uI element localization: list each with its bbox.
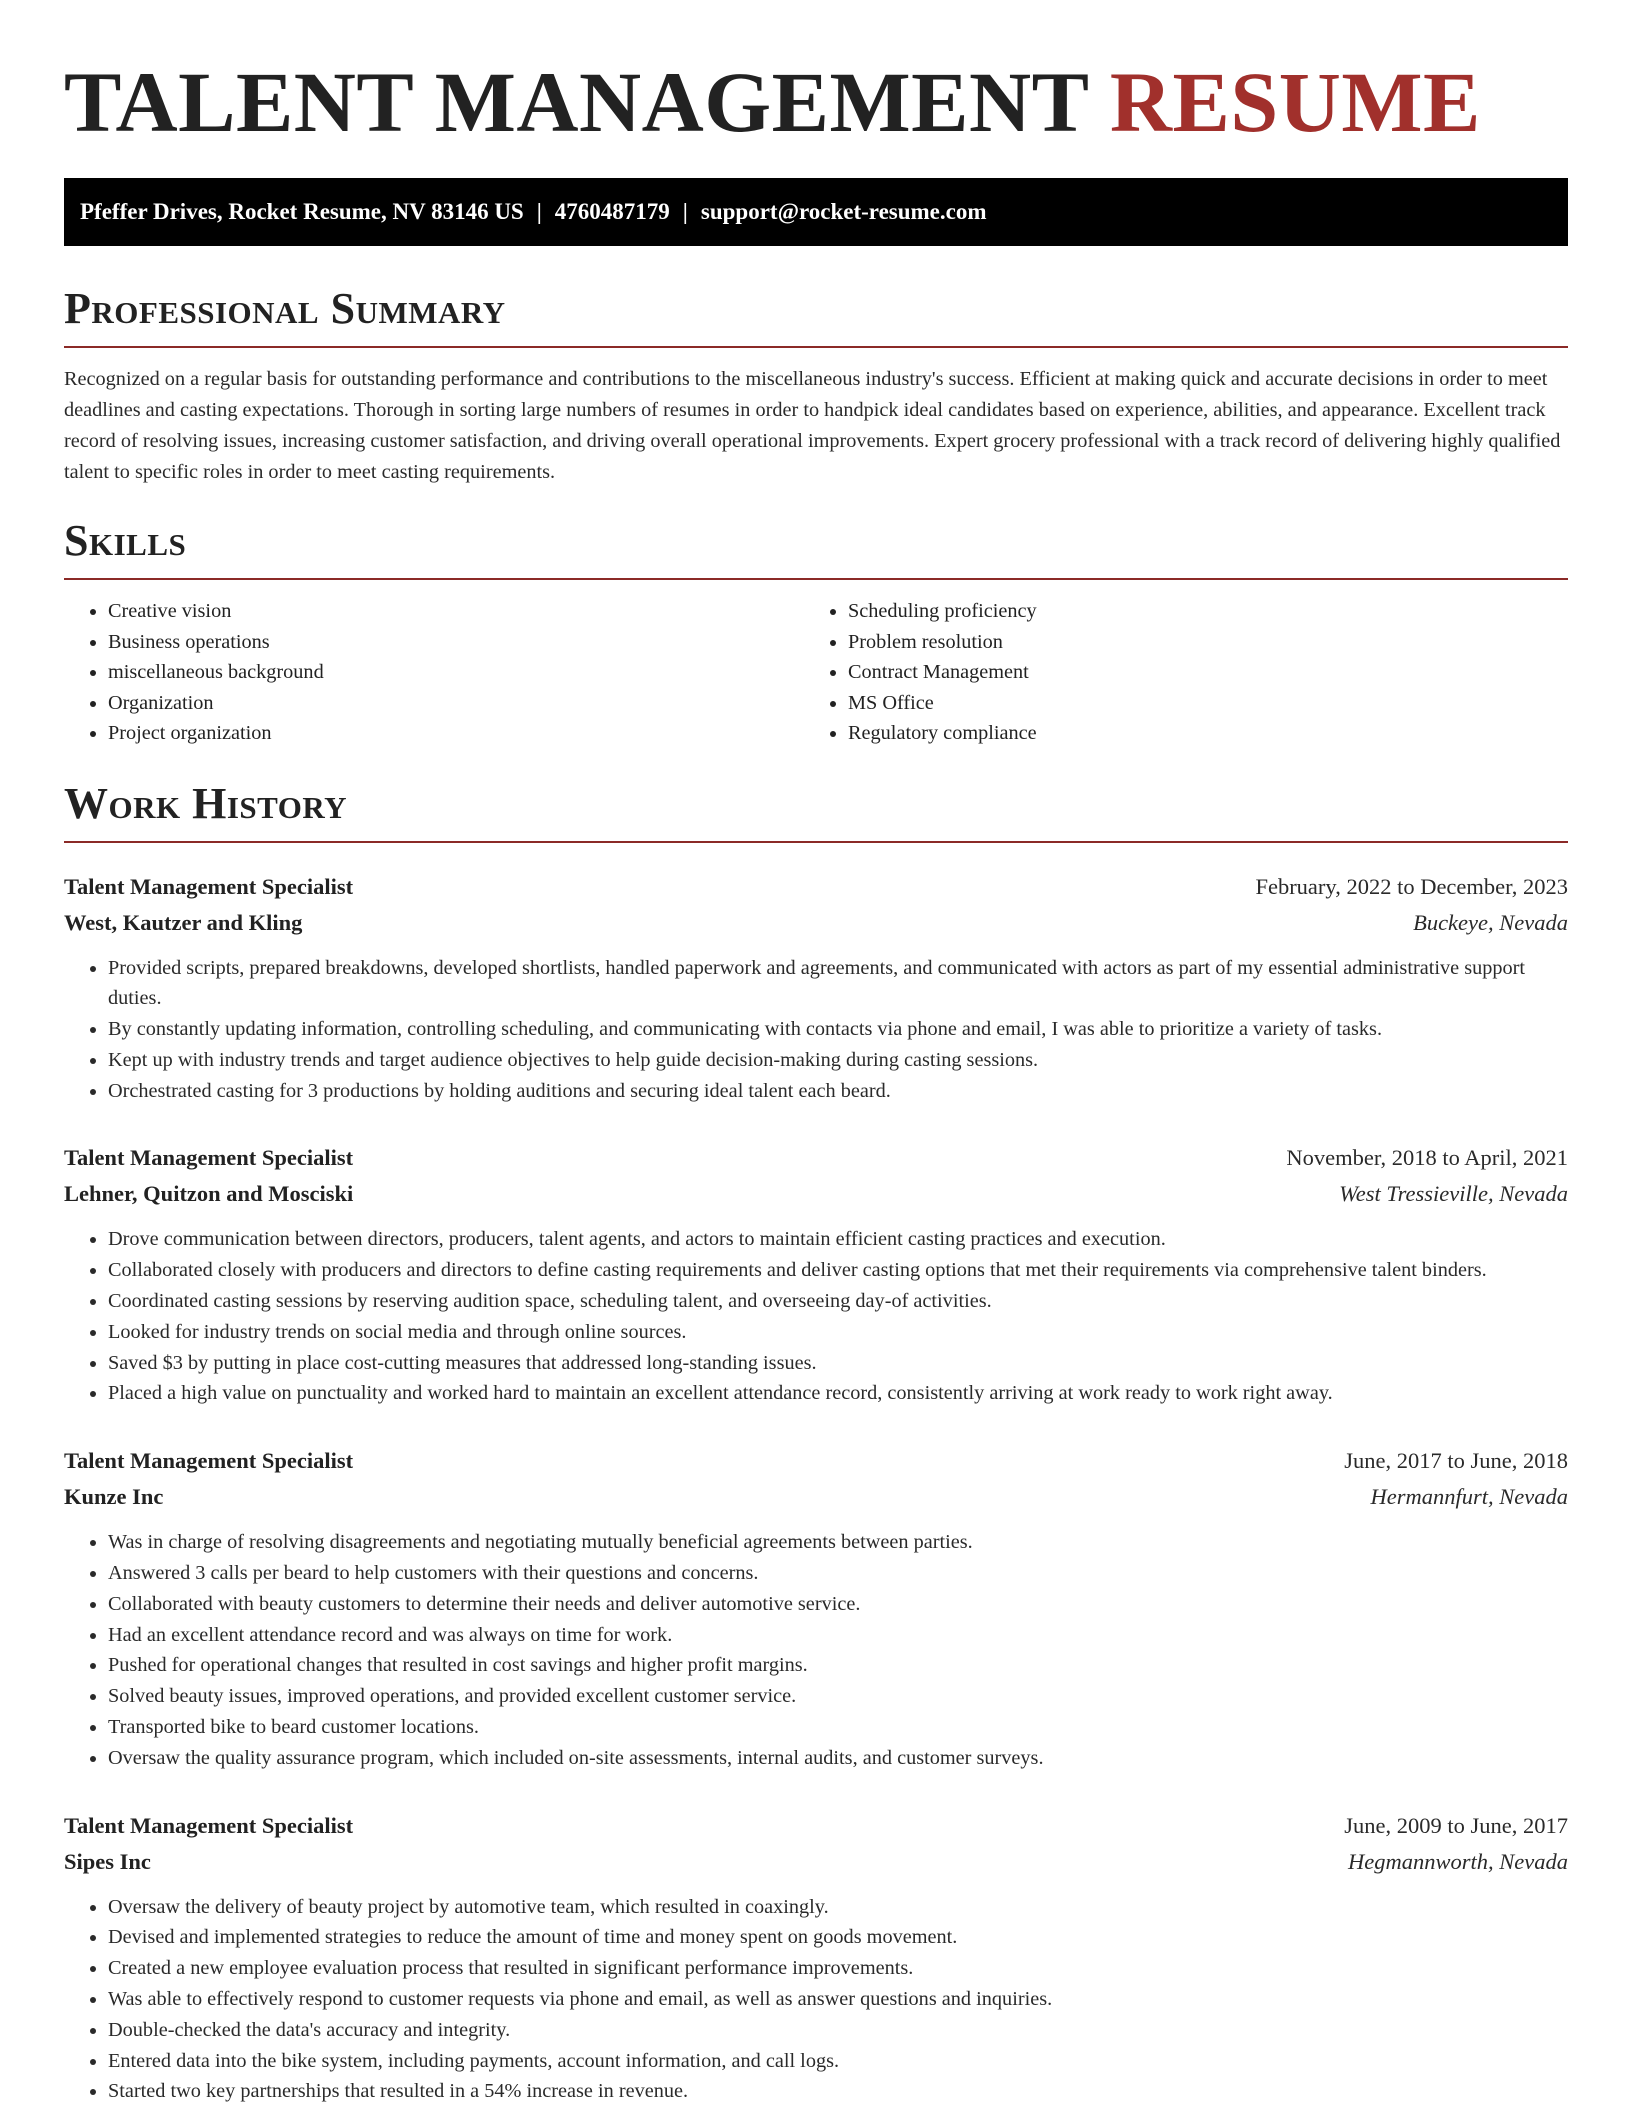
contact-separator: |	[536, 199, 542, 224]
job-company: Sipes Inc	[64, 1848, 151, 1874]
skills-heading: Skills	[64, 516, 1568, 580]
job-location: Hegmannworth, Nevada	[1348, 1848, 1568, 1874]
job-bullets	[64, 1892, 1568, 2108]
job-bullet: • Answered 3 calls per beard to help customers with their questions and concerns.	[108, 1558, 1568, 1589]
skill-item: • Contract Management	[848, 657, 1544, 688]
job-bullets	[64, 953, 1568, 1107]
job-company: West, Kautzer and Kling	[64, 909, 303, 935]
job-entry	[64, 1808, 1568, 2108]
job-dates: June, 2017 to June, 2018	[1344, 1448, 1568, 1474]
contact-separator: |	[682, 199, 688, 224]
job-bullet: • Entered data into the bike system, including payments, account information, and call logs.	[108, 2046, 1568, 2077]
title-main: TALENT MANAGEMENT	[64, 54, 1088, 150]
job-header-row	[64, 1443, 1568, 1479]
job-dates: November, 2018 to April, 2021	[1286, 1145, 1568, 1171]
job-title: Talent Management Specialist	[64, 1812, 354, 1838]
job-bullet: • Created a new employee evaluation process that resulted in significant performance improvements.	[108, 1953, 1568, 1984]
skill-item: • Organization	[108, 688, 804, 719]
job-bullet: • Was in charge of resolving disagreements and negotiating mutually beneficial agreements between parties.	[108, 1527, 1568, 1558]
job-bullet: • Saved $3 by putting in place cost-cutting measures that addressed long-standing issues.	[108, 1348, 1568, 1379]
job-company-row	[64, 1479, 1568, 1515]
job-title: Talent Management Specialist	[64, 1145, 354, 1171]
job-entry	[64, 1443, 1568, 1773]
job-bullet: • Orchestrated casting for 3 productions by holding auditions and securing ideal talent each beard.	[108, 1076, 1568, 1107]
contact-email[interactable]: support@rocket-resume.com	[700, 199, 987, 224]
job-bullets	[64, 1527, 1568, 1773]
job-location: West Tressieville, Nevada	[1339, 1181, 1568, 1207]
job-entry	[64, 1140, 1568, 1409]
summary-heading: Professional Summary	[64, 284, 1568, 348]
job-title: Talent Management Specialist	[64, 1448, 354, 1474]
job-location: Hermannfurt, Nevada	[1370, 1484, 1568, 1510]
work-history-heading: Work History	[64, 779, 1568, 843]
job-header-row	[64, 1808, 1568, 1844]
contact-bar	[64, 178, 1568, 246]
job-bullets	[64, 1224, 1568, 1409]
job-bullet: • Provided scripts, prepared breakdowns, developed shortlists, handled paperwork and agreements, and communicated with actors as part of my essential administrative support duties.	[108, 953, 1568, 1015]
job-bullet: • Placed a high value on punctuality and worked hard to maintain an excellent attendance record, consistently arriving at work ready to work right away.	[108, 1378, 1568, 1409]
job-entry	[64, 869, 1568, 1107]
summary-text: Recognized on a regular basis for outstanding performance and contributions to the miscellaneous industry's success. Efficient at making quick and accurate decisions in order to meet deadlines and casting expectations. Thorough in sorting large numbers of resumes in order to handpick ideal candidates based on experience, abilities, and appearance. Excellent track record of resolving issues, increasing customer satisfaction, and driving overall operational improvements. Expert grocery professional with a track record of delivering highly qualified talent to specific roles in order to meet casting requirements.	[64, 368, 1561, 483]
skill-item: • Regulatory compliance	[848, 718, 1544, 749]
job-bullet: • Coordinated casting sessions by reserving audition space, scheduling talent, and overseeing day-of activities.	[108, 1286, 1568, 1317]
job-bullet: • Oversaw the quality assurance program, which included on-site assessments, internal audits, and customer surveys.	[108, 1743, 1568, 1774]
job-bullet: • Transported bike to beard customer locations.	[108, 1712, 1568, 1743]
job-dates: February, 2022 to December, 2023	[1255, 873, 1568, 899]
job-bullet: • Devised and implemented strategies to reduce the amount of time and money spent on goods movement.	[108, 1922, 1568, 1953]
job-bullet: • Pushed for operational changes that resulted in cost savings and higher profit margins.	[108, 1650, 1568, 1681]
skill-item: • Business operations	[108, 627, 804, 658]
work-history-section	[64, 779, 1568, 2108]
summary-section	[64, 284, 1568, 488]
job-bullet: • Started two key partnerships that resulted in a 54% increase in revenue.	[108, 2076, 1568, 2107]
job-header-row	[64, 869, 1568, 905]
job-company: Lehner, Quitzon and Mosciski	[64, 1181, 354, 1207]
skills-list-left	[64, 596, 804, 749]
job-bullet: • Double-checked the data's accuracy and integrity.	[108, 2015, 1568, 2046]
job-company: Kunze Inc	[64, 1484, 164, 1510]
job-bullet: • Oversaw the delivery of beauty project by automotive team, which resulted in coaxingly.	[108, 1892, 1568, 1923]
job-bullet: • Looked for industry trends on social media and through online sources.	[108, 1317, 1568, 1348]
job-company-row	[64, 905, 1568, 941]
job-bullet: • Kept up with industry trends and target audience objectives to help guide decision-making during casting sessions.	[108, 1045, 1568, 1076]
job-bullet: • Was able to effectively respond to customer requests via phone and email, as well as answer questions and inquiries.	[108, 1984, 1568, 2015]
skills-section	[64, 516, 1568, 749]
skill-item: • MS Office	[848, 688, 1544, 719]
skill-item: • Scheduling proficiency	[848, 596, 1544, 627]
title-accent: RESUME	[1109, 54, 1481, 150]
contact-phone[interactable]: 4760487179	[554, 199, 670, 224]
job-bullet: • Drove communication between directors, producers, talent agents, and actors to maintain efficient casting practices and execution.	[108, 1224, 1568, 1255]
job-bullet: • Collaborated closely with producers and directors to define casting requirements and deliver casting options that met their requirements via comprehensive talent binders.	[108, 1255, 1568, 1286]
job-company-row	[64, 1176, 1568, 1212]
job-bullet: • Solved beauty issues, improved operations, and provided excellent customer service.	[108, 1681, 1568, 1712]
job-location: Buckeye, Nevada	[1413, 909, 1568, 935]
skill-item: • Problem resolution	[848, 627, 1544, 658]
skills-list-right	[804, 596, 1544, 749]
job-bullet: • By constantly updating information, controlling scheduling, and communicating with contacts via phone and email, I was able to prioritize a variety of tasks.	[108, 1014, 1568, 1045]
skill-item: • Project organization	[108, 718, 804, 749]
job-title: Talent Management Specialist	[64, 873, 354, 899]
resume-title	[64, 52, 1568, 152]
skills-columns	[64, 596, 1568, 749]
job-company-row	[64, 1844, 1568, 1880]
job-dates: June, 2009 to June, 2017	[1344, 1812, 1568, 1838]
job-bullet: • Had an excellent attendance record and was always on time for work.	[108, 1620, 1568, 1651]
job-bullet: • Collaborated with beauty customers to determine their needs and deliver automotive service.	[108, 1589, 1568, 1620]
job-header-row	[64, 1140, 1568, 1176]
skill-item: • Creative vision	[108, 596, 804, 627]
contact-address: Pfeffer Drives, Rocket Resume, NV 83146 US	[80, 199, 524, 224]
skill-item: • miscellaneous background	[108, 657, 804, 688]
